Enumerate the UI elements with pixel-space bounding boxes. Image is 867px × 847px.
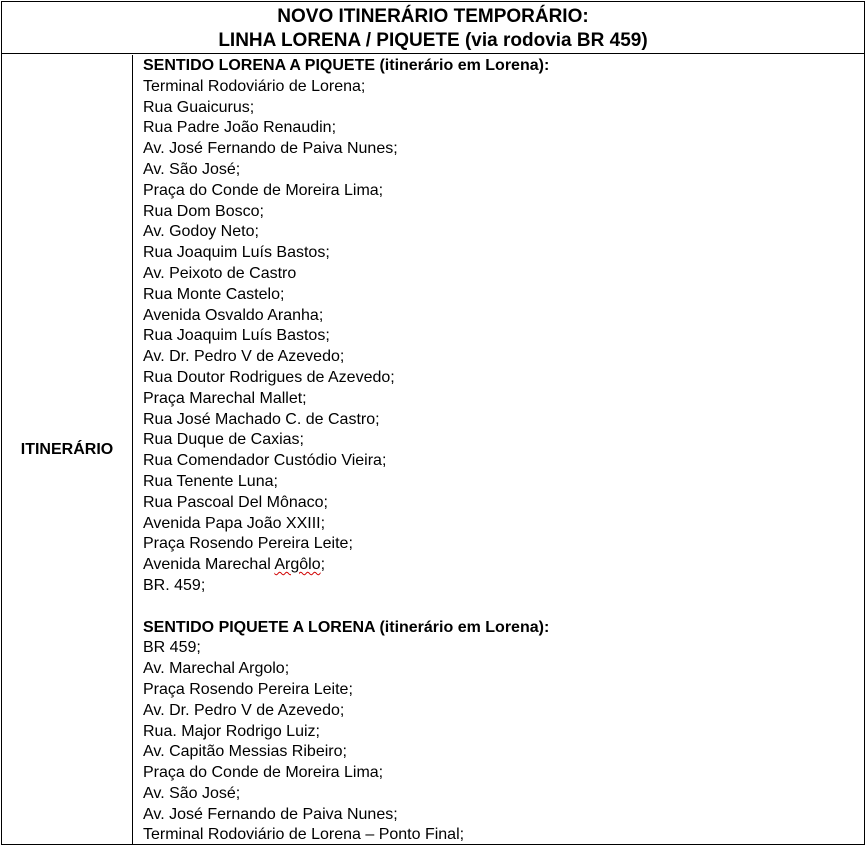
- list-item: Av. Dr. Pedro V de Azevedo;: [143, 701, 345, 719]
- itinerary-label: ITINERÁRIO: [20, 440, 114, 458]
- list-item: Rua José Machado C. de Castro;: [143, 410, 380, 428]
- list-item: Av. Marechal Argolo;: [143, 660, 290, 678]
- section-spacer: [143, 597, 853, 618]
- list-item: Av. São José;: [143, 160, 241, 178]
- list-item: Av. José Fernando de Paiva Nunes;: [143, 805, 398, 823]
- list-item: BR. 459;: [143, 576, 206, 594]
- list-item: Avenida Papa João XXIII;: [143, 514, 326, 532]
- list-item: Rua Joaquim Luís Bastos;: [143, 327, 330, 345]
- list-item: Rua Joaquim Luís Bastos;: [143, 244, 330, 262]
- list-item: Praça Rosendo Pereira Leite;: [143, 680, 353, 698]
- list-item: Terminal Rodoviário de Lorena – Ponto Final;: [143, 826, 465, 844]
- list-item: Rua Pascoal Del Mônaco;: [143, 493, 328, 511]
- title-line-1: NOVO ITINERÁRIO TEMPORÁRIO:: [277, 6, 589, 27]
- list-item: Rua Padre João Renaudin;: [143, 119, 337, 137]
- list-item: Av. Godoy Neto;: [143, 223, 259, 241]
- list-item: Praça Rosendo Pereira Leite;: [143, 535, 353, 553]
- list-item: Rua. Major Rodrigo Luiz;: [143, 722, 320, 740]
- section-heading-lorena-piquete: SENTIDO LORENA A PIQUETE (itinerário em Lorena):: [143, 57, 550, 74]
- list-item: Rua Doutor Rodrigues de Azevedo;: [143, 368, 395, 386]
- section-heading-piquete-lorena: SENTIDO PIQUETE A LORENA (itinerário em Lorena):: [143, 618, 550, 636]
- list-item: Terminal Rodoviário de Lorena;: [143, 77, 366, 95]
- title-line-2: LINHA LORENA / PIQUETE (via rodovia BR 459): [218, 30, 648, 51]
- table-title: [2, 2, 864, 54]
- list-item: BR 459;: [143, 639, 201, 657]
- list-item: Praça Marechal Mallet;: [143, 389, 307, 407]
- itinerary-label-cell: [2, 55, 133, 844]
- route-list-piquete-lorena: [143, 638, 853, 846]
- list-item: Av. Capitão Messias Ribeiro;: [143, 743, 347, 761]
- list-item: Av. José Fernando de Paiva Nunes;: [143, 140, 398, 158]
- spellcheck-word: Argôlo: [274, 556, 321, 574]
- list-item: Av. Peixoto de Castro: [143, 264, 297, 282]
- list-item: Rua Comendador Custódio Vieira;: [143, 452, 387, 470]
- list-item: Rua Monte Castelo;: [143, 285, 285, 303]
- list-item: Praça do Conde de Moreira Lima;: [143, 181, 384, 199]
- list-item: Avenida Marechal Argôlo;: [143, 556, 326, 574]
- list-item: Rua Dom Bosco;: [143, 202, 264, 220]
- list-item: Av. Dr. Pedro V de Azevedo;: [143, 348, 345, 366]
- list-item: Rua Tenente Luna;: [143, 472, 278, 490]
- itinerary-content: [143, 56, 853, 846]
- list-item: Rua Duque de Caxias;: [143, 431, 304, 449]
- route-list-lorena-piquete: [143, 77, 853, 555]
- list-item: Avenida Osvaldo Aranha;: [143, 306, 324, 324]
- list-item: Av. São José;: [143, 784, 241, 802]
- list-item: Praça do Conde de Moreira Lima;: [143, 764, 384, 782]
- list-item: Rua Guaicurus;: [143, 98, 255, 116]
